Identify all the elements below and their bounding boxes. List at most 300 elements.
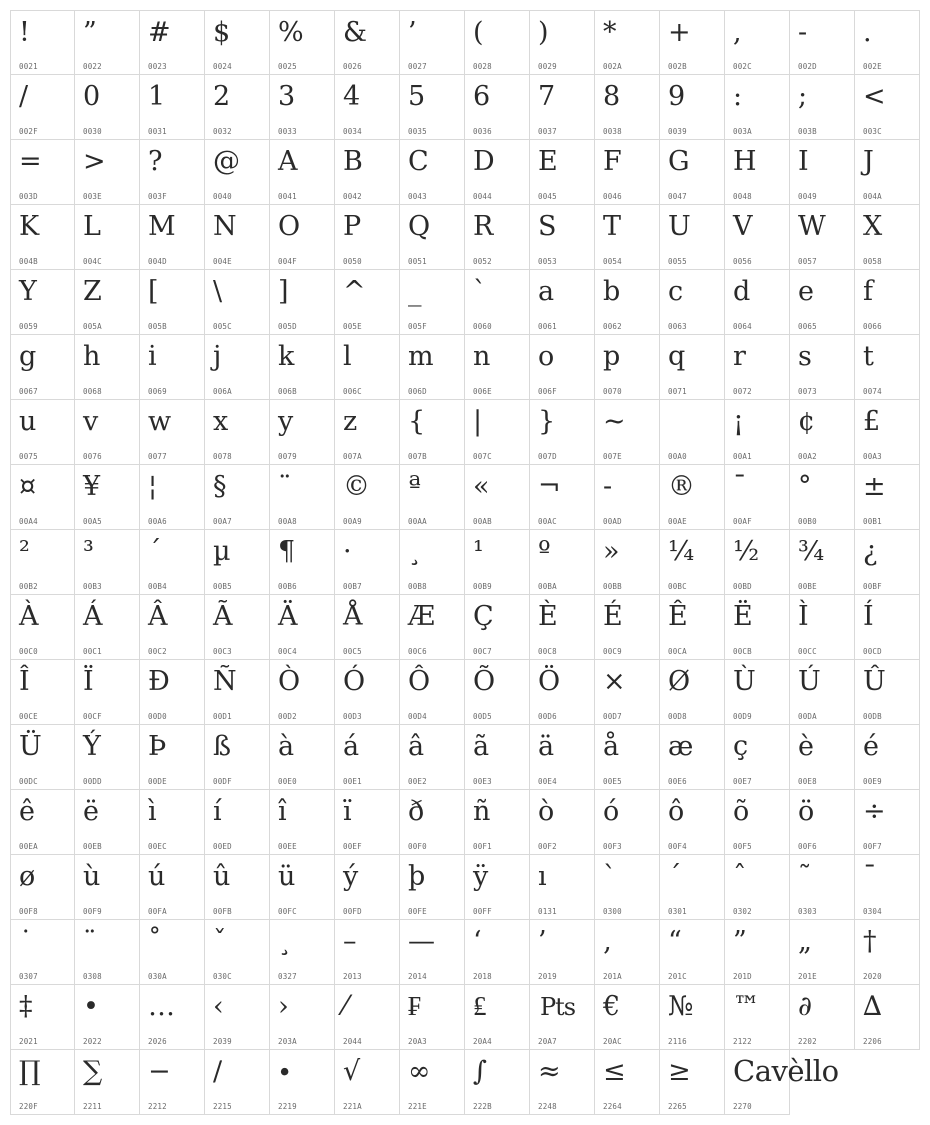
- glyph-cell: [335, 595, 400, 660]
- glyph-cell: [75, 205, 140, 270]
- glyph-codepoint: 00D6: [538, 712, 557, 721]
- glyph-cell: [725, 270, 790, 335]
- glyph-char: ð: [408, 796, 425, 827]
- glyph-cell: [660, 400, 725, 465]
- glyph-cell: [10, 335, 75, 400]
- glyph-cell: [660, 660, 725, 725]
- glyph-char: ˜: [798, 861, 812, 892]
- glyph-char: y: [278, 406, 294, 437]
- glyph-codepoint: 0079: [278, 452, 297, 461]
- glyph-cell: [140, 920, 205, 985]
- glyph-codepoint: 00B9: [473, 582, 492, 591]
- glyph-codepoint: 003B: [798, 127, 817, 136]
- glyph-codepoint: 00F0: [408, 842, 427, 851]
- glyph-char: ˆ: [733, 861, 747, 892]
- glyph-char: H: [733, 146, 757, 177]
- glyph-char: w: [148, 406, 172, 437]
- glyph-codepoint: 005F: [408, 322, 427, 331]
- glyph-codepoint: 00C6: [408, 647, 427, 656]
- glyph-cell: [75, 335, 140, 400]
- glyph-codepoint: 0064: [733, 322, 752, 331]
- glyph-cell: [335, 140, 400, 205]
- glyph-codepoint: 0071: [668, 387, 687, 396]
- glyph-char: è: [798, 731, 814, 762]
- glyph-cell: [660, 595, 725, 660]
- glyph-cell: [725, 595, 790, 660]
- glyph-char: ı: [538, 861, 547, 892]
- glyph-codepoint: 00DC: [19, 777, 38, 786]
- glyph-char: #: [148, 17, 171, 48]
- glyph-cell: [140, 1050, 205, 1115]
- glyph-char: ±: [863, 471, 886, 502]
- glyph-char: ¤: [19, 471, 37, 502]
- glyph-cell: [855, 465, 920, 530]
- glyph-char: €: [603, 991, 621, 1022]
- glyph-char: k: [278, 341, 295, 372]
- glyph-cell: [205, 855, 270, 920]
- glyph-codepoint: 0025: [278, 62, 297, 71]
- glyph-char: ß: [213, 731, 232, 762]
- glyph-char: Z: [83, 276, 102, 307]
- glyph-cell: [205, 270, 270, 335]
- glyph-codepoint: 006C: [343, 387, 362, 396]
- glyph-char: ¨: [278, 471, 292, 502]
- glyph-codepoint: 0038: [603, 127, 622, 136]
- glyph-cell: [140, 10, 205, 75]
- glyph-codepoint: 0300: [603, 907, 622, 916]
- glyph-cell: [400, 660, 465, 725]
- glyph-char: √: [343, 1056, 361, 1087]
- glyph-char: s: [798, 341, 812, 372]
- glyph-codepoint: 0053: [538, 257, 557, 266]
- glyph-codepoint: 005B: [148, 322, 167, 331]
- glyph-cell: [10, 595, 75, 660]
- glyph-char: (: [473, 17, 484, 48]
- glyph-char: ¹: [473, 536, 484, 567]
- glyph-codepoint: 0051: [408, 257, 427, 266]
- glyph-cell: [335, 660, 400, 725]
- glyph-cell: [10, 1050, 75, 1115]
- glyph-codepoint: 00E8: [798, 777, 817, 786]
- glyph-char: Í: [863, 601, 874, 632]
- glyph-cell: [335, 725, 400, 790]
- glyph-codepoint: 007E: [603, 452, 622, 461]
- glyph-codepoint: 0047: [668, 192, 687, 201]
- glyph-cell: [75, 920, 140, 985]
- glyph-codepoint: 0026: [343, 62, 362, 71]
- glyph-char: ≈: [538, 1056, 561, 1087]
- glyph-cell: [10, 140, 75, 205]
- glyph-codepoint: 0070: [603, 387, 622, 396]
- glyph-char: u: [19, 406, 37, 437]
- glyph-cell: [10, 725, 75, 790]
- glyph-codepoint: 0303: [798, 907, 817, 916]
- glyph-cell: [855, 10, 920, 75]
- glyph-codepoint: 0027: [408, 62, 427, 71]
- glyph-cell: [660, 920, 725, 985]
- glyph-codepoint: 2211: [83, 1102, 102, 1111]
- glyph-char: ³: [83, 536, 94, 567]
- glyph-char: {: [408, 406, 426, 437]
- glyph-codepoint: 00DE: [148, 777, 167, 786]
- glyph-char: n: [473, 341, 491, 372]
- glyph-char: `: [473, 276, 487, 307]
- glyph-cell: [465, 595, 530, 660]
- glyph-char: Ð: [148, 666, 170, 697]
- glyph-cell: [10, 10, 75, 75]
- glyph-codepoint: 00E9: [863, 777, 882, 786]
- glyph-codepoint: 0075: [19, 452, 38, 461]
- glyph-codepoint: 00E6: [668, 777, 687, 786]
- glyph-cell: [465, 790, 530, 855]
- glyph-cell: [790, 920, 855, 985]
- glyph-codepoint: 0023: [148, 62, 167, 71]
- glyph-codepoint: 002C: [733, 62, 752, 71]
- glyph-cell: [855, 855, 920, 920]
- glyph-cell: [140, 855, 205, 920]
- glyph-cell: [790, 10, 855, 75]
- glyph-codepoint: 00AF: [733, 517, 752, 526]
- glyph-codepoint: 0044: [473, 192, 492, 201]
- glyph-codepoint: 2265: [668, 1102, 687, 1111]
- glyph-cell: [270, 335, 335, 400]
- glyph-cell: [400, 270, 465, 335]
- glyph-codepoint: 0056: [733, 257, 752, 266]
- glyph-char: r: [733, 341, 746, 372]
- glyph-codepoint: 0307: [19, 972, 38, 981]
- glyph-char: 9: [668, 81, 686, 112]
- glyph-codepoint: 006B: [278, 387, 297, 396]
- glyph-char: :: [733, 81, 743, 112]
- glyph-codepoint: 2206: [863, 1037, 882, 1046]
- glyph-char: ∏: [19, 1056, 41, 1087]
- glyph-codepoint: 00A0: [668, 452, 687, 461]
- glyph-codepoint: 0060: [473, 322, 492, 331]
- glyph-cell: [270, 270, 335, 335]
- glyph-cell: [205, 75, 270, 140]
- glyph-cell: [530, 400, 595, 465]
- glyph-char: º: [538, 536, 551, 567]
- glyph-codepoint: 20A7: [538, 1037, 557, 1046]
- glyph-char: µ: [213, 536, 231, 567]
- glyph-codepoint: 00A3: [863, 452, 882, 461]
- glyph-cell: [790, 790, 855, 855]
- glyph-cell: [335, 790, 400, 855]
- glyph-cell: [465, 75, 530, 140]
- glyph-codepoint: 00E5: [603, 777, 622, 786]
- glyph-cell: [270, 400, 335, 465]
- glyph-codepoint: 00BB: [603, 582, 622, 591]
- glyph-char: Ý: [83, 731, 101, 762]
- glyph-cell: [790, 660, 855, 725]
- glyph-cell: [205, 205, 270, 270]
- glyph-codepoint: 00F5: [733, 842, 752, 851]
- glyph-codepoint: 0029: [538, 62, 557, 71]
- glyph-cell: [465, 985, 530, 1050]
- glyph-char: ¼: [668, 536, 695, 567]
- glyph-cell: [595, 400, 660, 465]
- glyph-char: C: [408, 146, 429, 177]
- glyph-codepoint: 00DD: [83, 777, 102, 786]
- glyph-cell: [855, 140, 920, 205]
- glyph-cell: [595, 140, 660, 205]
- glyph-codepoint: 0061: [538, 322, 557, 331]
- glyph-cell: [855, 790, 920, 855]
- glyph-char: ˇ: [213, 926, 227, 957]
- glyph-cell: [595, 530, 660, 595]
- glyph-cell: [205, 985, 270, 1050]
- glyph-char: U: [668, 211, 691, 242]
- glyph-char: +: [668, 17, 691, 48]
- glyph-char: ×: [603, 666, 626, 697]
- glyph-cell: [790, 725, 855, 790]
- glyph-codepoint: 00C2: [148, 647, 167, 656]
- glyph-char: ú: [148, 861, 166, 892]
- glyph-codepoint: 00A1: [733, 452, 752, 461]
- glyph-char: ): [538, 17, 549, 48]
- glyph-codepoint: 00C5: [343, 647, 362, 656]
- glyph-char: d: [733, 276, 751, 307]
- glyph-codepoint: 00E2: [408, 777, 427, 786]
- glyph-char: 2: [213, 81, 231, 112]
- glyph-codepoint: 201D: [733, 972, 752, 981]
- glyph-cell: [790, 400, 855, 465]
- glyph-char: f: [863, 276, 873, 307]
- glyph-char: ä: [538, 731, 555, 762]
- glyph-char: -: [603, 471, 613, 502]
- glyph-char: ¨: [83, 926, 97, 957]
- glyph-codepoint: 00BD: [733, 582, 752, 591]
- glyph-cell: [335, 530, 400, 595]
- glyph-codepoint: 00CB: [733, 647, 752, 656]
- glyph-cell: [400, 855, 465, 920]
- glyph-char: é: [863, 731, 879, 762]
- glyph-cell: [530, 660, 595, 725]
- glyph-cell: [400, 465, 465, 530]
- glyph-cell: [140, 140, 205, 205]
- glyph-char: <: [863, 81, 886, 112]
- glyph-char: Ï: [83, 666, 94, 697]
- glyph-codepoint: 00A6: [148, 517, 167, 526]
- glyph-codepoint: 0074: [863, 387, 882, 396]
- glyph-cell: [75, 400, 140, 465]
- glyph-char: ÷: [863, 796, 886, 827]
- glyph-cell: [530, 855, 595, 920]
- glyph-codepoint: 00A7: [213, 517, 232, 526]
- glyph-char: É: [603, 601, 623, 632]
- glyph-codepoint: 00A5: [83, 517, 102, 526]
- glyph-char: ^: [343, 276, 366, 307]
- glyph-char: ÿ: [473, 861, 489, 892]
- glyph-char: ∫: [473, 1056, 488, 1087]
- glyph-cell: [595, 10, 660, 75]
- glyph-codepoint: 00C9: [603, 647, 622, 656]
- glyph-codepoint: 004D: [148, 257, 167, 266]
- glyph-cell: [205, 660, 270, 725]
- glyph-char: J: [863, 146, 874, 177]
- glyph-char: ª: [408, 471, 421, 502]
- glyph-cell: [400, 1050, 465, 1115]
- glyph-cell: [790, 205, 855, 270]
- glyph-char: Ç: [473, 601, 494, 632]
- glyph-char: ô: [668, 796, 685, 827]
- glyph-char: •: [83, 991, 99, 1022]
- font-sample-text: Cavèllo: [733, 1054, 839, 1088]
- glyph-cell: [660, 75, 725, 140]
- glyph-char: b: [603, 276, 621, 307]
- glyph-codepoint: 0045: [538, 192, 557, 201]
- glyph-codepoint: 0065: [798, 322, 817, 331]
- glyph-codepoint: 0066: [863, 322, 882, 331]
- glyph-cell: [855, 530, 920, 595]
- glyph-cell: [530, 335, 595, 400]
- glyph-codepoint: 2219: [278, 1102, 297, 1111]
- glyph-codepoint: 2202: [798, 1037, 817, 1046]
- glyph-codepoint: 00FA: [148, 907, 167, 916]
- glyph-cell: [530, 140, 595, 205]
- glyph-cell: [75, 530, 140, 595]
- glyph-cell: [595, 335, 660, 400]
- glyph-codepoint: 00B8: [408, 582, 427, 591]
- glyph-cell: [595, 725, 660, 790]
- glyph-char: S: [538, 211, 557, 242]
- glyph-codepoint: 003F: [148, 192, 167, 201]
- glyph-cell: [400, 920, 465, 985]
- glyph-char: O: [278, 211, 301, 242]
- glyph-cell: [465, 465, 530, 530]
- glyph-codepoint: 006D: [408, 387, 427, 396]
- glyph-char: Ó: [343, 666, 366, 697]
- glyph-char: ›: [278, 991, 289, 1022]
- glyph-char: N: [213, 211, 237, 242]
- glyph-char: h: [83, 341, 101, 372]
- glyph-cell: [465, 725, 530, 790]
- glyph-char: p: [603, 341, 621, 372]
- glyph-cell: [75, 595, 140, 660]
- glyph-char: x: [213, 406, 229, 437]
- glyph-char: û: [213, 861, 231, 892]
- glyph-char: „: [798, 926, 812, 957]
- glyph-char: ˋ: [603, 861, 617, 892]
- glyph-char: \: [213, 276, 223, 307]
- glyph-cell: [725, 530, 790, 595]
- glyph-codepoint: 007B: [408, 452, 427, 461]
- glyph-codepoint: 00D5: [473, 712, 492, 721]
- glyph-codepoint: 2270: [733, 1102, 752, 1111]
- glyph-codepoint: 00D7: [603, 712, 622, 721]
- glyph-char: Õ: [473, 666, 496, 697]
- glyph-codepoint: 00B5: [213, 582, 232, 591]
- glyph-char: c: [668, 276, 684, 307]
- glyph-char: Ã: [213, 601, 233, 632]
- glyph-codepoint: 00F2: [538, 842, 557, 851]
- glyph-cell: [10, 855, 75, 920]
- glyph-codepoint: 0031: [148, 127, 167, 136]
- glyph-codepoint: 00EE: [278, 842, 297, 851]
- glyph-cell: [530, 790, 595, 855]
- glyph-char: ï: [343, 796, 352, 827]
- glyph-codepoint: 00D0: [148, 712, 167, 721]
- glyph-cell: [790, 335, 855, 400]
- glyph-codepoint: 0035: [408, 127, 427, 136]
- glyph-cell: [595, 790, 660, 855]
- glyph-cell: [270, 855, 335, 920]
- glyph-cell: [790, 140, 855, 205]
- glyph-char: §: [213, 471, 227, 502]
- glyph-cell: [530, 985, 595, 1050]
- glyph-cell: [75, 465, 140, 530]
- glyph-cell: [595, 985, 660, 1050]
- glyph-char: X: [863, 211, 883, 242]
- glyph-char: ¬: [538, 471, 561, 502]
- glyph-char: È: [538, 601, 558, 632]
- glyph-codepoint: 00CA: [668, 647, 687, 656]
- glyph-codepoint: 00F8: [19, 907, 38, 916]
- glyph-char: ‘: [473, 926, 482, 957]
- glyph-codepoint: 00D1: [213, 712, 232, 721]
- glyph-codepoint: 002D: [798, 62, 817, 71]
- glyph-char: .: [863, 17, 872, 48]
- glyph-char: l: [343, 341, 352, 372]
- glyph-codepoint: 007A: [343, 452, 362, 461]
- glyph-codepoint: 00DA: [798, 712, 817, 721]
- glyph-codepoint: 0039: [668, 127, 687, 136]
- glyph-codepoint: 004F: [278, 257, 297, 266]
- glyph-codepoint: 0301: [668, 907, 687, 916]
- glyph-codepoint: 00E0: [278, 777, 297, 786]
- glyph-codepoint: 20A4: [473, 1037, 492, 1046]
- glyph-cell: [140, 75, 205, 140]
- glyph-char: Q: [408, 211, 431, 242]
- glyph-codepoint: 003D: [19, 192, 38, 201]
- glyph-codepoint: 00B0: [798, 517, 817, 526]
- glyph-codepoint: 221A: [343, 1102, 362, 1111]
- glyph-char: Æ: [408, 601, 436, 632]
- glyph-char: A: [278, 146, 298, 177]
- glyph-char: ½: [733, 536, 760, 567]
- glyph-cell: [595, 270, 660, 335]
- glyph-cell: [335, 205, 400, 270]
- glyph-cell: [140, 790, 205, 855]
- glyph-char: ç: [733, 731, 749, 762]
- glyph-char: ?: [148, 146, 163, 177]
- glyph-codepoint: 00C7: [473, 647, 492, 656]
- glyph-cell: [725, 660, 790, 725]
- glyph-char: F: [603, 146, 622, 177]
- glyph-char: /: [19, 81, 29, 112]
- glyph-codepoint: 2044: [343, 1037, 362, 1046]
- glyph-cell: [270, 595, 335, 660]
- glyph-cell: [660, 335, 725, 400]
- glyph-codepoint: 00A2: [798, 452, 817, 461]
- glyph-cell: [10, 660, 75, 725]
- glyph-codepoint: 00AC: [538, 517, 557, 526]
- glyph-codepoint: 00D8: [668, 712, 687, 721]
- glyph-cell: [400, 400, 465, 465]
- glyph-codepoint: 00BE: [798, 582, 817, 591]
- glyph-char: g: [19, 341, 37, 372]
- glyph-cell: [790, 530, 855, 595]
- glyph-cell: [855, 75, 920, 140]
- glyph-codepoint: 002F: [19, 127, 38, 136]
- glyph-char: Ä: [278, 601, 298, 632]
- glyph-codepoint: 2039: [213, 1037, 232, 1046]
- glyph-cell: [400, 10, 465, 75]
- glyph-codepoint: 00E3: [473, 777, 492, 786]
- glyph-codepoint: 00CC: [798, 647, 817, 656]
- glyph-cell: [530, 1050, 595, 1115]
- glyph-codepoint: 220F: [19, 1102, 38, 1111]
